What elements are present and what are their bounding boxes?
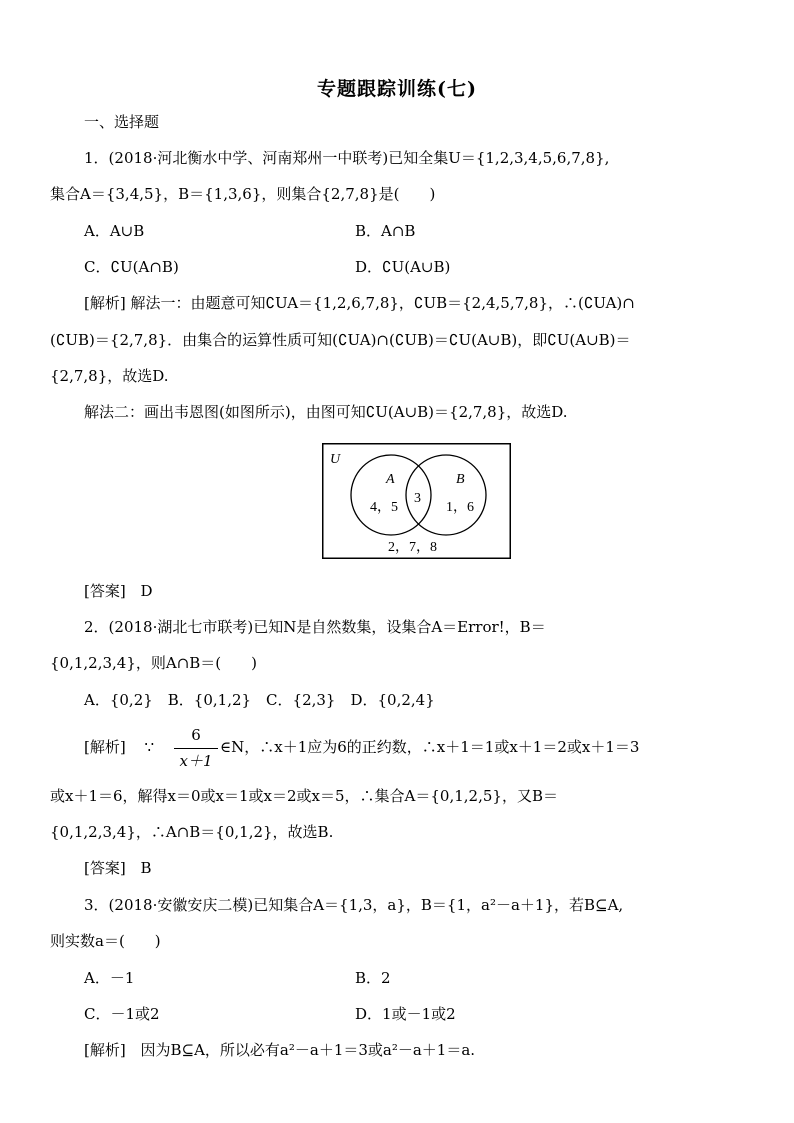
q1-analysis-line2: (∁UB)＝{2,7,8}．由集合的运算性质可知(∁UA)∩(∁UB)＝∁U(A∪B)，即∁U(A∪B)＝: [50, 331, 631, 349]
q2-options: A．{0,2} B．{0,1,2} C．{2,3} D．{0,2,4}: [84, 691, 435, 709]
q1-analysis-line4: 解法二：画出韦恩图(如图所示)，由图可知∁U(A∪B)＝{2,7,8}，故选D.: [84, 403, 568, 421]
q1-answer-line: [84, 581, 153, 601]
page-title: 专题跟踪训练(七): [317, 78, 477, 100]
q2-analysis-line2: 或x＋1＝6，解得x＝0或x＝1或x＝2或x＝5，∴集合A＝{0,1,2,5}，又B＝: [50, 787, 558, 805]
q1-analysis-line3: {2,7,8}，故选D.: [50, 367, 169, 385]
q3-stem-line1: 3．(2018·安徽安庆二模)已知集合A＝{1,3，a}，B＝{1，a²－a＋1}，若B⊆A,: [84, 896, 624, 914]
venn-label-u: U: [330, 452, 341, 467]
q3-option-b: B．2: [355, 969, 391, 987]
answer-tag: [答案]: [84, 582, 126, 600]
q3-analysis-line1: [84, 1040, 475, 1060]
q1-option-d: D．∁U(A∪B): [355, 258, 451, 276]
fraction-bar: [174, 748, 218, 749]
q3-analysis-text1: 因为B⊆A，所以必有a²－a＋1＝3或a²－a＋1＝a.: [140, 1041, 476, 1059]
q2-answer-line: [84, 858, 152, 878]
fraction-6-over-x-plus-1: [172, 726, 220, 770]
q3-option-c: C．－1或2: [84, 1005, 160, 1023]
venn-label-b: B: [456, 472, 465, 487]
q1-analysis-text1: 解法一：由题意可知∁UA＝{1,2,6,7,8}，∁UB＝{2,4,5,7,8}，∴(∁UA)∩: [130, 294, 635, 312]
analysis-tag: [解析]: [84, 738, 126, 756]
q2-stem-line1: 2．(2018·湖北七市联考)已知N是自然数集，设集合A＝Error!，B＝: [84, 618, 546, 636]
q1-analysis-line1: [84, 293, 635, 313]
q1-option-a: A．A∪B: [84, 222, 145, 240]
q2-analysis-line1: ∈N，∴x＋1应为6的正约数，∴x＋1＝1或x＋1＝2或x＋1＝3: [220, 738, 640, 756]
venn-region-outside: 2，7，8: [388, 540, 437, 555]
because-symbol: ∵: [144, 738, 155, 756]
q2-answer: B: [140, 859, 152, 877]
fraction-denominator: x＋1: [179, 752, 213, 770]
venn-diagram: [322, 443, 511, 559]
q1-option-b: B．A∩B: [355, 222, 416, 240]
venn-region-a-only: 4，5: [370, 500, 398, 515]
venn-label-a: A: [386, 472, 395, 487]
q2-analysis-tag-line: [84, 737, 154, 757]
q2-analysis-line3: {0,1,2,3,4}，∴A∩B＝{0,1,2}，故选B.: [50, 823, 334, 841]
answer-tag: [答案]: [84, 859, 126, 877]
section-heading: 一、选择题: [84, 113, 160, 131]
fraction-numerator: 6: [191, 726, 201, 744]
q1-stem-line2: 集合A＝{3,4,5}，B＝{1,3,6}，则集合{2,7,8}是( ): [50, 185, 436, 203]
analysis-tag: [解析]: [84, 294, 126, 312]
venn-region-both: 3: [414, 491, 421, 506]
q3-stem-line2: 则实数a＝( ): [50, 932, 161, 950]
venn-region-b-only: 1，6: [446, 500, 474, 515]
q3-option-d: D．1或－1或2: [355, 1005, 456, 1023]
q3-option-a: A．－1: [84, 969, 135, 987]
analysis-tag: [解析]: [84, 1041, 126, 1059]
q1-answer: D: [140, 582, 153, 600]
q1-stem-line1: 1．(2018·河北衡水中学、河南郑州一中联考)已知全集U＝{1,2,3,4,5,6,7,8},: [84, 149, 610, 167]
q1-option-c: C．∁U(A∩B): [84, 258, 179, 276]
q2-stem-line2: {0,1,2,3,4}，则A∩B＝( ): [50, 654, 258, 672]
